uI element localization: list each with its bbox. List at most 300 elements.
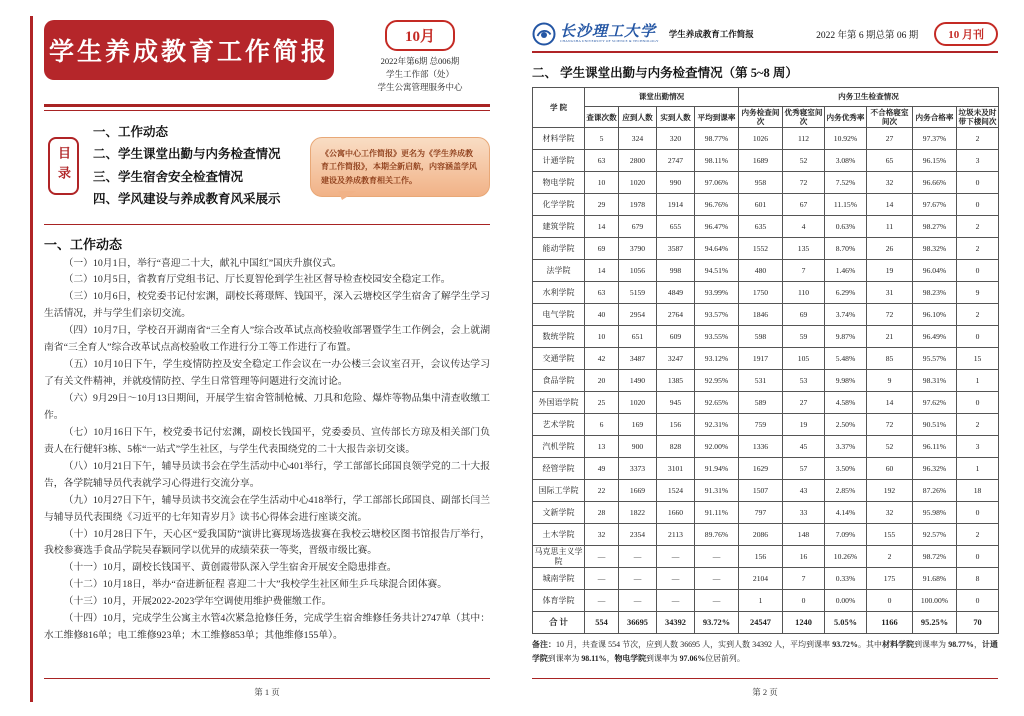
table-cell: 3 [957,150,999,172]
header-bulletin-name: 学生养成教育工作简报 [668,29,754,39]
table-row [533,546,999,568]
table-cell: 16 [783,546,825,568]
page2-header [532,22,998,53]
table-cell: 92.31% [695,414,739,436]
table-cell: 土木学院 [533,524,585,546]
table-cell: 3247 [657,348,695,370]
paragraph: （五）10月10日下午，学生疫情防控及安全稳定工作会议在一办公楼三会议室召开，会议传达学习了有关文件精神，并就疫情防控、学生日常管理等问题进行交流讨论。 [44,359,490,388]
note-segment: 97.06% [679,653,706,663]
table-cell: 1056 [619,260,657,282]
table-row [533,326,999,348]
table-row [533,370,999,392]
table-cell: 5.05% [825,612,867,634]
table-cell: 1240 [783,612,825,634]
table-cell: 98.72% [913,546,957,568]
table-row [533,304,999,326]
table-cell: 4849 [657,282,695,304]
table-cell: 文新学院 [533,502,585,524]
table-cell: 7.09% [825,524,867,546]
table-cell: 21 [867,326,913,348]
paragraph: （三）10月6日，校党委书记付宏渊，副校长蒋璟辉、钱国平，深入云塘校区学生宿舍了解学生学习生活情况，并与学生们亲切交流。 [44,291,490,320]
table-cell: 1669 [619,480,657,502]
table-cell: 6.29% [825,282,867,304]
table-cell: 1 [739,590,783,612]
table-cell: 0 [957,172,999,194]
table-cell: 98.11% [695,150,739,172]
table-cell: 10.26% [825,546,867,568]
table-cell: 0 [957,502,999,524]
table-cell: 45 [783,436,825,458]
table-cell: 169 [619,414,657,436]
header-issue: 2022 年第 6 期总第 06 期 [816,31,919,41]
table-row [533,282,999,304]
toc-item: 三、学生宿舍安全检查情况 [93,169,244,184]
toc-badge: 目录 [48,137,79,195]
paragraph: （四）10月7日，学校召开湖南省“三全育人”综合改革试点高校验收部署暨学生工作例会，会上就湖南省“三全育人”综合改革试点高校验收工作进行分工等工作进行了布置。 [44,325,490,354]
page2-number: 第 2 页 [752,687,778,697]
table-cell: 110 [783,282,825,304]
table-cell: 10 [585,326,619,348]
table-cell: 72 [867,414,913,436]
publisher-1: 学生工作部（处） [385,69,454,80]
table-cell: 26 [867,238,913,260]
table-cell: 2 [957,304,999,326]
table-note [532,638,998,665]
table-cell: 艺术学院 [533,414,585,436]
table-cell: — [585,546,619,568]
table-cell: 324 [619,128,657,150]
month-issue-badge: 10 月刊 [934,22,998,46]
toc-list [93,121,296,211]
table-cell: 34392 [657,612,695,634]
table-cell: 0 [867,590,913,612]
table-cell: 1 [957,458,999,480]
table-cell: 65 [867,150,913,172]
table-cell: 食品学院 [533,370,585,392]
table-cell: 物电学院 [533,172,585,194]
column-header: 内务优秀率 [825,107,867,128]
note-segment: 计通学院 [532,640,998,663]
table-cell: 958 [739,172,783,194]
table-cell: 91.31% [695,480,739,502]
table-cell: 98.77% [695,128,739,150]
table-cell: 43 [783,480,825,502]
table-cell: 法学院 [533,260,585,282]
note-segment: 备注： [532,640,557,650]
table-cell: 1914 [657,194,695,216]
table-cell: 828 [657,436,695,458]
table-cell: 化学学院 [533,194,585,216]
table-cell: 2 [957,524,999,546]
table-cell: 679 [619,216,657,238]
table-cell: — [619,590,657,612]
table-cell: 1336 [739,436,783,458]
double-rule [44,104,490,111]
table-cell: 105 [783,348,825,370]
table-cell: 1490 [619,370,657,392]
table-cell: 0 [957,590,999,612]
table-cell: 27 [867,128,913,150]
table-cell: 609 [657,326,695,348]
table-cell: 1917 [739,348,783,370]
table-cell: 598 [739,326,783,348]
table-cell: 59 [783,326,825,348]
table-cell: 531 [739,370,783,392]
table-cell: 60 [867,458,913,480]
table-cell: 20 [585,370,619,392]
table-row [533,502,999,524]
table-cell: 3.08% [825,150,867,172]
table-cell: 2.50% [825,414,867,436]
table-cell: 2113 [657,524,695,546]
table-cell: 601 [739,194,783,216]
note-segment: 93.72% [832,640,858,650]
table-cell: 0.63% [825,216,867,238]
table-cell: 92.57% [913,524,957,546]
table-row [533,524,999,546]
table-cell: 49 [585,458,619,480]
table-row [533,238,999,260]
table-cell: 90.51% [913,414,957,436]
table-cell: 13 [585,436,619,458]
table-cell: 480 [739,260,783,282]
toc-item: 一、工作动态 [93,124,169,139]
group-header-attendance: 课堂出勤情况 [585,88,739,107]
table-row [533,194,999,216]
table-cell: — [619,568,657,590]
footer-rule [532,678,998,679]
table-row [533,480,999,502]
table-cell: 156 [739,546,783,568]
table-cell: 汽机学院 [533,436,585,458]
table-cell: 1026 [739,128,783,150]
table-cell: 96.15% [913,150,957,172]
table-cell: 4 [783,216,825,238]
paragraph: （八）10月21日下午，辅导员读书会在学生活动中心401举行，学工部部长邱国良领学党的二十大报告，各学院辅导员代表就学习心得进行交流分享。 [44,460,490,489]
table-cell: — [619,546,657,568]
table-row [533,568,999,590]
table-cell: 24547 [739,612,783,634]
table-row [533,172,999,194]
table-row [533,458,999,480]
paragraph: （六）9月29日～10月13日期间，开展学生宿舍管制枪械、刀具和危险、爆炸等物品集中清查收缴工作。 [44,393,490,421]
table-row [533,414,999,436]
table-cell: 18 [957,480,999,502]
table-cell: 3790 [619,238,657,260]
university-logo [532,22,659,46]
paragraph: （九）10月27日下午，辅导员读书交流会在学生活动中心418举行，学工部部长邱国良、副部长闫兰与辅导员代表围绕《习近平的七年知青岁月》读书心得体会进行座谈交流。 [44,494,490,523]
table-cell: 998 [657,260,695,282]
note-segment: 材料学院 [882,640,915,650]
table-cell: 67 [783,194,825,216]
table-cell: 0 [783,590,825,612]
table-cell: — [695,568,739,590]
table-cell: 0.33% [825,568,867,590]
table-cell: 156 [657,414,695,436]
table-cell: 19 [783,414,825,436]
table-cell: 1.46% [825,260,867,282]
table-cell: 33 [783,502,825,524]
table-cell: 93.72% [695,612,739,634]
table-cell: 29 [585,194,619,216]
table-cell: 95.57% [913,348,957,370]
table-cell: 1524 [657,480,695,502]
table-cell: 98.32% [913,238,957,260]
table-cell: 52 [783,150,825,172]
table-cell: 96.66% [913,172,957,194]
table-cell: 14 [867,392,913,414]
paragraph: （七）10月16日下午，校党委书记付宏渊，副校长钱国平，党委委员、宣传部长方琼及相关部门负责人在行健轩3栋、5栋“一站式”学生社区，与学生代表围绕党的二十大报告亲切交谈。 [44,426,490,455]
page2-footer [532,678,998,698]
table-cell: 94.51% [695,260,739,282]
paragraph: （十三）10月，开展2022-2023学年空调使用维护费催缴工作。 [63,596,332,608]
table-cell: 97.06% [695,172,739,194]
table-cell: 945 [657,392,695,414]
table-cell: 3373 [619,458,657,480]
table-cell: 9.87% [825,326,867,348]
table-cell: 797 [739,502,783,524]
table-cell: 1 [957,370,999,392]
table-cell: 87.26% [913,480,957,502]
table-cell: — [585,590,619,612]
column-header: 内务合格率 [913,107,957,128]
column-header: 优秀寝室间次 [783,107,825,128]
table-cell: 2 [957,216,999,238]
table-cell: 0.00% [825,590,867,612]
column-header: 平均到课率 [695,107,739,128]
note-segment: 位居前列。 [705,653,745,663]
column-header: 内务检查间次 [739,107,783,128]
table-cell: 1629 [739,458,783,480]
table-cell: 192 [867,480,913,502]
table-cell: 1660 [657,502,695,524]
table-cell: 7 [783,260,825,282]
table-cell: — [657,568,695,590]
table-row [533,590,999,612]
table-cell: 589 [739,392,783,414]
table-cell: 水利学院 [533,282,585,304]
table-cell: 93.12% [695,348,739,370]
table-cell: 63 [585,150,619,172]
table-cell: — [695,590,739,612]
table-cell: 4.58% [825,392,867,414]
table-cell: 72 [867,304,913,326]
table-cell: 32 [585,524,619,546]
table-cell: 96.11% [913,436,957,458]
table-cell: 1846 [739,304,783,326]
toc-item: 二、学生课堂出勤与内务检查情况 [93,147,281,162]
table-cell: 10 [585,172,619,194]
rename-callout-bubble: 《公寓中心工作简报》更名为《学生养成教育工作简报》，本期全新启航，内容涵盖学风建设及养成教育相关工作。 [310,137,490,198]
table-cell: 36695 [619,612,657,634]
table-cell: 建筑学院 [533,216,585,238]
table-cell: 0 [957,260,999,282]
column-header: 实到人数 [657,107,695,128]
table-cell: 96.10% [913,304,957,326]
table-cell: 28 [585,502,619,524]
note-segment: 物电学院 [614,653,647,663]
table-cell: 1385 [657,370,695,392]
table-cell: 数统学院 [533,326,585,348]
table-cell: 9.98% [825,370,867,392]
table-cell: 320 [657,128,695,150]
table-cell: 计通学院 [533,150,585,172]
table-head [533,88,999,128]
table-cell: 1822 [619,502,657,524]
table-cell: 2 [957,128,999,150]
table-cell: 554 [585,612,619,634]
table-cell: 53 [783,370,825,392]
table-cell: 2800 [619,150,657,172]
table-cell: 8.70% [825,238,867,260]
table-cell: 4.14% [825,502,867,524]
table-cell: 22 [585,480,619,502]
table-cell: 3587 [657,238,695,260]
table-cell: 14 [585,260,619,282]
table-cell: 0 [957,546,999,568]
table-body [533,128,999,634]
table-row [533,128,999,150]
table-cell: 175 [867,568,913,590]
table-cell: 1552 [739,238,783,260]
table-cell: 135 [783,238,825,260]
note-segment: 到课率为 [914,640,949,650]
footer-rule [44,678,490,679]
table-cell: — [695,546,739,568]
bulletin-title: 学生养成教育工作简报 [44,20,334,80]
table-cell: 990 [657,172,695,194]
column-header: 垃圾未及时带下楼间次 [957,107,999,128]
table-cell: 97.62% [913,392,957,414]
column-header: 不合格寝室间次 [867,107,913,128]
table-cell: 3101 [657,458,695,480]
table-cell: 15 [957,348,999,370]
table-cell: 92.00% [695,436,739,458]
table-cell: 8 [957,568,999,590]
table-row [533,348,999,370]
table-cell: 城南学院 [533,568,585,590]
table-cell: 97.67% [913,194,957,216]
table-cell: 2354 [619,524,657,546]
table-cell: 5.48% [825,348,867,370]
note-segment: 98.77% [948,640,974,650]
table-cell: 2086 [739,524,783,546]
table-cell: 57 [783,458,825,480]
table-cell: 5159 [619,282,657,304]
table-cell: 1750 [739,282,783,304]
table-cell: 85 [867,348,913,370]
table-cell: 93.57% [695,304,739,326]
note-segment: 到课率为 [547,653,582,663]
table-cell: 42 [585,348,619,370]
table-cell: 31 [867,282,913,304]
section2-heading: 二、 学生课堂出勤与内务检查情况（第 5~8 周） [532,66,798,80]
table-cell: 27 [783,392,825,414]
university-name-en: CHANGSHA UNIVERSITY OF SCIENCE & TECHNOLOGY [560,39,659,44]
work-dynamics-paragraphs [44,256,490,646]
table-cell: 1689 [739,150,783,172]
table-cell: 3.37% [825,436,867,458]
table-cell: 900 [619,436,657,458]
section1-heading: 一、工作动态 [44,236,123,252]
table-cell: 0 [957,392,999,414]
paragraph: （二）10月5日，省教育厅党组书记、厅长夏智伦到学生社区督导检查校园安全稳定工作。 [63,274,451,286]
table-cell: 655 [657,216,695,238]
table-cell: — [657,546,695,568]
table-cell: 98.31% [913,370,957,392]
table-cell: 2747 [657,150,695,172]
table-cell: 7 [783,568,825,590]
table-cell: 能动学院 [533,238,585,260]
table-row [533,260,999,282]
table-cell: 148 [783,524,825,546]
masthead-issue-block [350,20,490,95]
table-cell: 19 [867,260,913,282]
masthead [44,20,490,95]
table-cell: 69 [783,304,825,326]
table-cell: 0 [957,326,999,348]
toc-section [44,121,490,211]
table-cell: 2 [957,238,999,260]
table-cell: 72 [783,172,825,194]
table-cell: 1166 [867,612,913,634]
table-cell: 2764 [657,304,695,326]
table-cell: 651 [619,326,657,348]
table-cell: 2104 [739,568,783,590]
table-cell: 3.74% [825,304,867,326]
table-cell: 40 [585,304,619,326]
publisher-2: 学生公寓管理服务中心 [377,82,463,93]
table-cell: 14 [867,194,913,216]
column-header: 查课次数 [585,107,619,128]
table-cell: 2954 [619,304,657,326]
table-cell: 6 [585,414,619,436]
paragraph: （十二）10月18日，举办“奋进新征程 喜迎二十大”我校学生社区师生乒乓球混合团体赛。 [63,579,448,591]
page1-number: 第 1 页 [254,687,280,697]
paragraph: （十一）10月，副校长钱国平、黄创霞带队深入学生宿舍开展安全隐患排查。 [63,562,397,574]
table-cell: 国际工学院 [533,480,585,502]
table-cell: 经管学院 [533,458,585,480]
table-cell: 10.92% [825,128,867,150]
table-cell: 97.37% [913,128,957,150]
university-logo-icon [532,22,556,46]
university-name: 长沙理工大学 [560,22,657,41]
table-cell: 2 [957,414,999,436]
table-cell: 96.04% [913,260,957,282]
column-header: 应到人数 [619,107,657,128]
group-header-hygiene: 内务卫生检查情况 [739,88,999,107]
table-cell: 3 [957,436,999,458]
month-badge: 10月 [385,20,455,51]
table-cell: 96.32% [913,458,957,480]
table-cell: 93.99% [695,282,739,304]
page-2 [532,22,998,698]
table-cell: 98.27% [913,216,957,238]
left-margin-rule [30,16,33,702]
table-cell: 9 [867,370,913,392]
table-cell: 0 [957,194,999,216]
table-cell: 112 [783,128,825,150]
table-row [533,150,999,172]
table-total-row [533,612,999,634]
table-cell: 电气学院 [533,304,585,326]
table-cell: 1507 [739,480,783,502]
issue-number: 2022年第6期 总006期 [380,56,460,66]
table-cell: 32 [867,502,913,524]
table-header-row-1 [533,88,999,107]
table-cell: 1020 [619,172,657,194]
table-cell: 25 [585,392,619,414]
